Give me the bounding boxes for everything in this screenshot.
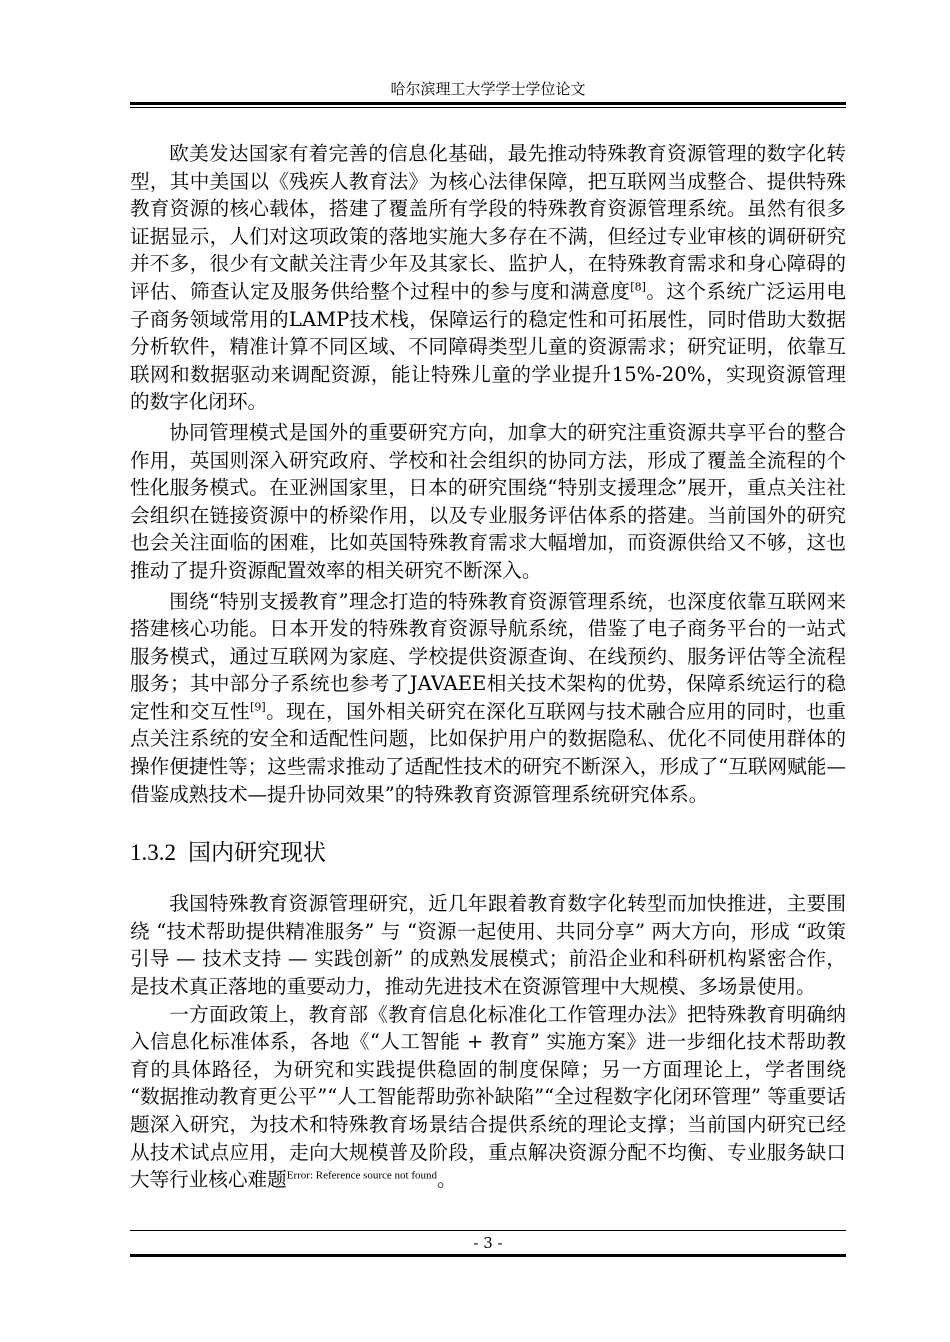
- paragraph-text: 。: [437, 1168, 457, 1192]
- footer-rule-thick: [130, 1254, 846, 1257]
- paragraph-text: 。这个系统广泛运用电子商务领域常用的LAMP技术栈，保障运行的稳定性和可拓展性，同时借助大数据分析软件，精准计算不同区域、不同障碍类型儿童的资源需求；研究证明，依靠互联网和数据驱动来调配资源，能让特殊儿童的学业提升15%-20%，实现资源管理的数字化闭环。: [130, 279, 847, 414]
- header-rule-thick: [130, 102, 846, 105]
- header-rule-thin: [130, 107, 846, 108]
- page-number: - 3 -: [473, 1234, 503, 1252]
- citation-8: [8]: [630, 280, 646, 294]
- reference-error: Error: Reference source not found: [286, 1169, 438, 1182]
- footer-rule-thin: [130, 1230, 846, 1231]
- paragraph-text: 一方面政策上，教育部《教育信息化标准化工作管理办法》把特殊教育明确纳入信息化标准体系，各地《“人工智能 + 教育” 实施方案》进一步细化技术帮助教育的具体路径，为研究和实践提供稳固的制度保障；另一方面理论上，学者围绕 “数据推动教育更公平”“人工智能帮助弥补缺陷”“全过程数字化闭环管理” 等重要话题深入研究，为技术和特殊教育场景结合提供系统的理论支撑；当前国内研究已经从技术试点应用，走向大规模普及阶段，重点解决资源分配不均衡、专业服务缺口大等行业核心难题: [130, 1002, 846, 1192]
- citation-9: [9]: [250, 700, 266, 714]
- section-heading: [130, 838, 846, 868]
- paragraph-text: 。现在，国外相关研究在深化互联网与技术融合应用的同时，也重点关注系统的安全和适配性问题，比如保护用户的数据隐私、优化不同使用群体的操作便捷性等；这些需求推动了适配性技术的研究不断深入，形成了“互联网赋能—借鉴成熟技术—提升协同效果”的特殊教育资源管理系统研究体系。: [130, 699, 847, 806]
- running-header: 哈尔滨理工大学学士学位论文: [390, 80, 586, 98]
- paragraph-domestic-overview: 我国特殊教育资源管理研究，近几年跟着教育数字化转型而加快推进，主要围绕 “技术帮助提供精准服务” 与 “资源一起使用、共同分享” 两大方向，形成 “政策引导 — 技术支持 — 实践创新” 的成熟发展模式；前沿企业和科研机构紧密合作，是技术真正落地的重要动力，推动先进技术在资源管理中大规模、多场景使用。: [130, 892, 846, 999]
- section-title: 国内研究现状: [188, 840, 326, 866]
- paragraph-collaborative-management: 协同管理模式是国外的重要研究方向，加拿大的研究注重资源共享平台的整合作用，英国则深入研究政府、学校和社会组织的协同方法，形成了覆盖全流程的个性化服务模式。在亚洲国家里，日本的研究围绕“特别支援理念”展开，重点关注社会组织在链接资源中的桥梁作用，以及专业服务评估体系的搭建。当前国外的研究也会关注面临的困难，比如英国特殊教育需求大幅增加，而资源供给又不够，这也推动了提升资源配置效率的相关研究不断深入。: [130, 420, 846, 582]
- paragraph-text: 围绕“特别支援教育”理念打造的特殊教育资源管理系统，也深度依靠互联网来搭建核心功能。日本开发的特殊教育资源导航系统，借鉴了电子商务平台的一站式服务模式，通过互联网为家庭、学校提供资源查询、在线预约、服务评估等全流程服务；其中部分子系统也参考了JAVAEE相关技术架构的优势，保障系统运行的稳定性和交互性: [130, 589, 846, 723]
- paragraph-foreign-digitalization: [130, 140, 846, 416]
- paragraph-text: 欧美发达国家有着完善的信息化基础，最先推动特殊教育资源管理的数字化转型，其中美国以《残疾人教育法》为核心法律保障，把互联网当成整合、提供特殊教育资源的核心载体，搭建了覆盖所有学段的特殊教育资源管理系统。虽然有很多证据显示，人们对这项政策的落地实施大多存在不满，但经过专业审核的调研研究并不多，很少有文献关注青少年及其家长、监护人，在特殊教育需求和身心障碍的评估、筛查认定及服务供给整个过程中的参与度和满意度: [130, 142, 846, 303]
- section-number: 1.3.2: [130, 840, 176, 866]
- paragraph-japan-support-system: [130, 588, 846, 809]
- paragraph-domestic-policy-theory: [130, 1001, 846, 1194]
- body-text: [130, 140, 846, 1194]
